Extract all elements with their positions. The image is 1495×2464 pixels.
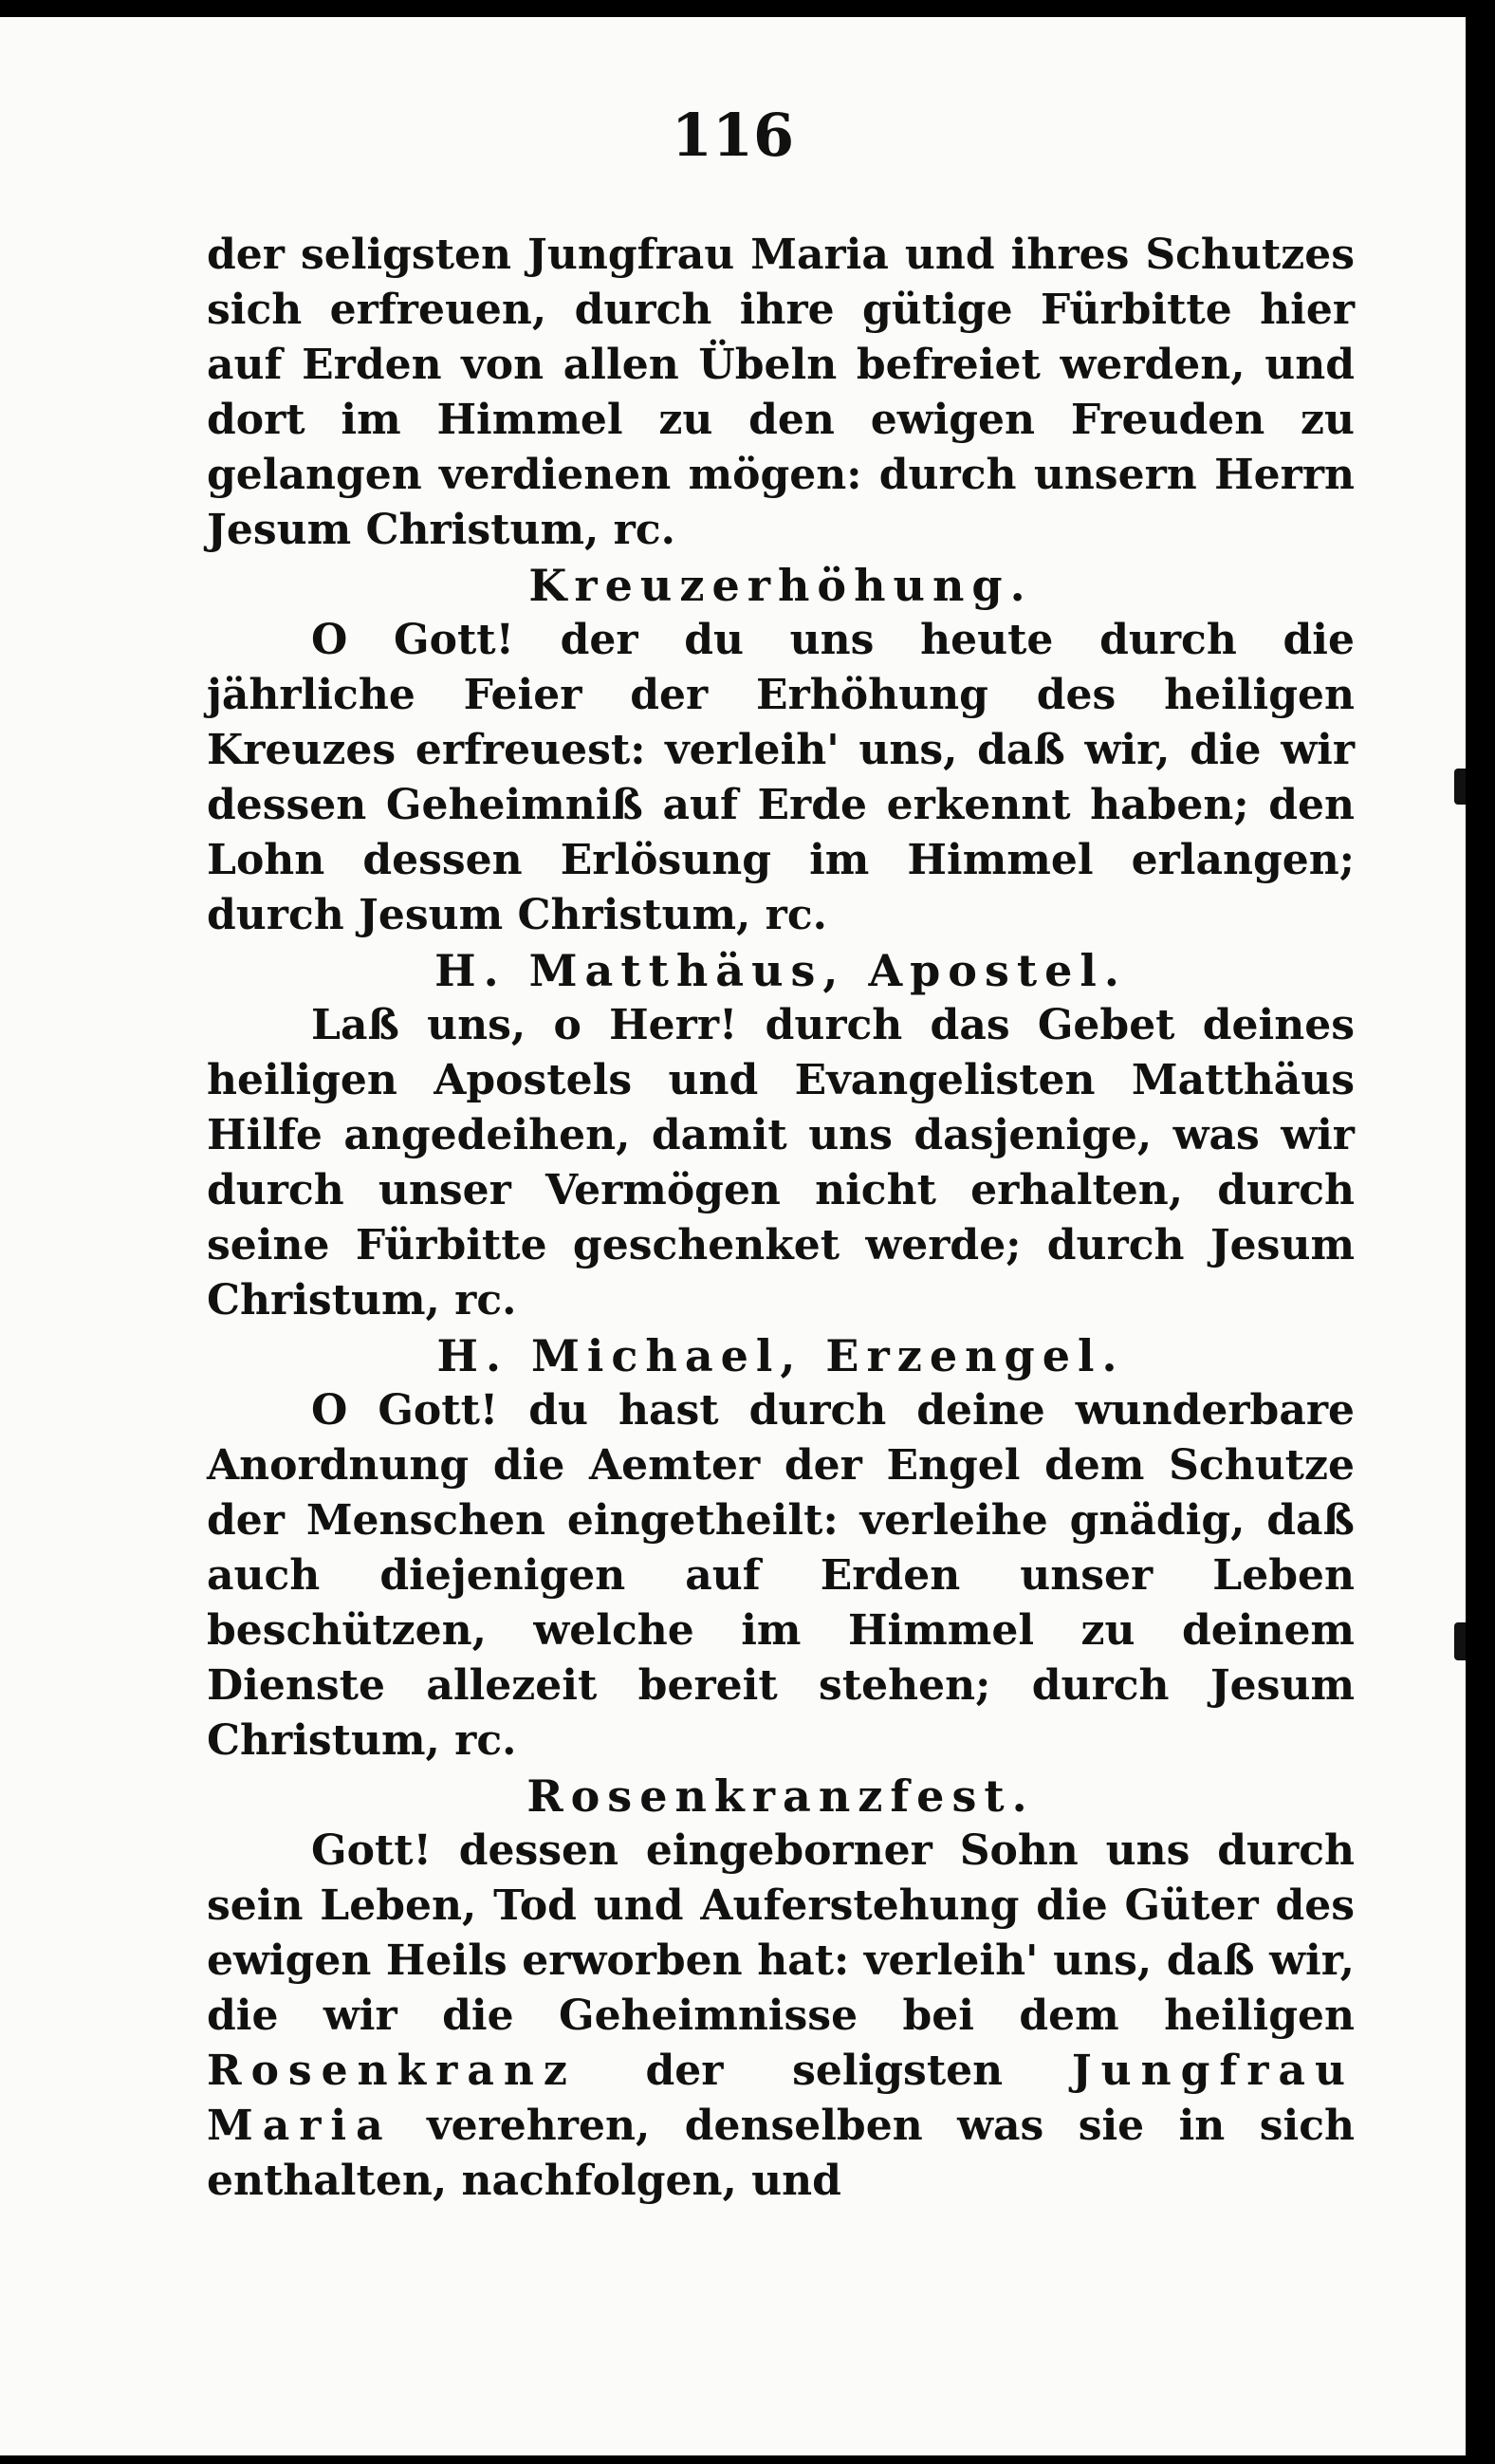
book-page <box>0 17 1466 2455</box>
section-heading-michael: H. Michael, Erzengel. <box>436 1330 1125 1381</box>
section-heading-matthaeus: H. Matthäus, Apostel. <box>434 945 1127 996</box>
rosenkranz-emphasis: Rosenkranz <box>207 2047 577 2095</box>
page-number: 116 <box>671 101 795 170</box>
intro-paragraph: der seligsten Jungfrau Maria und ihres Schutzes sich erfreuen, durch ihre gütige Fürbitte hier auf Erden von allen Übeln befreiet werden, und dort im Himmel zu den ewigen Freuden zu gelangen verdienen mögen: durch unsern Herrn Jesum Christum, rc. <box>207 231 1355 554</box>
section-text-kreuzerhoehung: O Gott! der du uns heute durch die jährliche Feier der Erhöhung des heiligen Kreuzes erfreuest: verleih' uns, daß wir, die wir dessen Geheimniß auf Erde erkennt haben; den Lohn dessen Erlösung im Himmel erlangen; durch Jesum Christum, rc. <box>207 616 1355 939</box>
section-text-michael: O Gott! du hast durch deine wunderbare Anordnung die Aemter der Engel dem Schutze der Menschen eingetheilt: verleihe gnädig, daß auch diejenigen auf Erden unser Leben beschützen, welche im Himmel zu deinem Dienste allezeit bereit stehen; durch Jesum Christum, rc. <box>207 1386 1355 1765</box>
rosenkranz-text-part-3: verehren, denselben was sie in sich enthalten, nachfolgen, und <box>207 2102 1355 2205</box>
section-text-rosenkranzfest <box>207 1824 1355 2209</box>
section-heading-rosenkranzfest: Rosenkranzfest. <box>526 1770 1035 1822</box>
rosenkranz-text-part-1: Gott! dessen eingeborner Sohn uns durch sein Leben, Tod und Auferstehung die Güter des ewigen Heils erworben hat: verleih' uns, daß wir, die wir die Geheimnisse bei dem heiligen <box>207 1826 1355 2040</box>
rosenkranz-text-part-2: der seligsten <box>645 2047 1004 2095</box>
jungfrau-maria-emphasis: Jungfrau Maria <box>207 2047 1355 2150</box>
binding-mark-lower <box>1454 1622 1466 1660</box>
section-text-matthaeus: Laß uns, o Herr! durch das Gebet deines heiligen Apostels und Evangelisten Matthäus Hilfe angedeihen, damit uns dasjenige, was wir durch unser Vermögen nicht erhalten, durch seine Fürbitte geschenket werde; durch Jesum Christum, rc. <box>207 1001 1355 1325</box>
page-text <box>207 228 1355 2209</box>
binding-mark-upper <box>1454 769 1466 805</box>
section-heading-kreuzerhoehung: Kreuzerhöhung. <box>528 560 1033 611</box>
